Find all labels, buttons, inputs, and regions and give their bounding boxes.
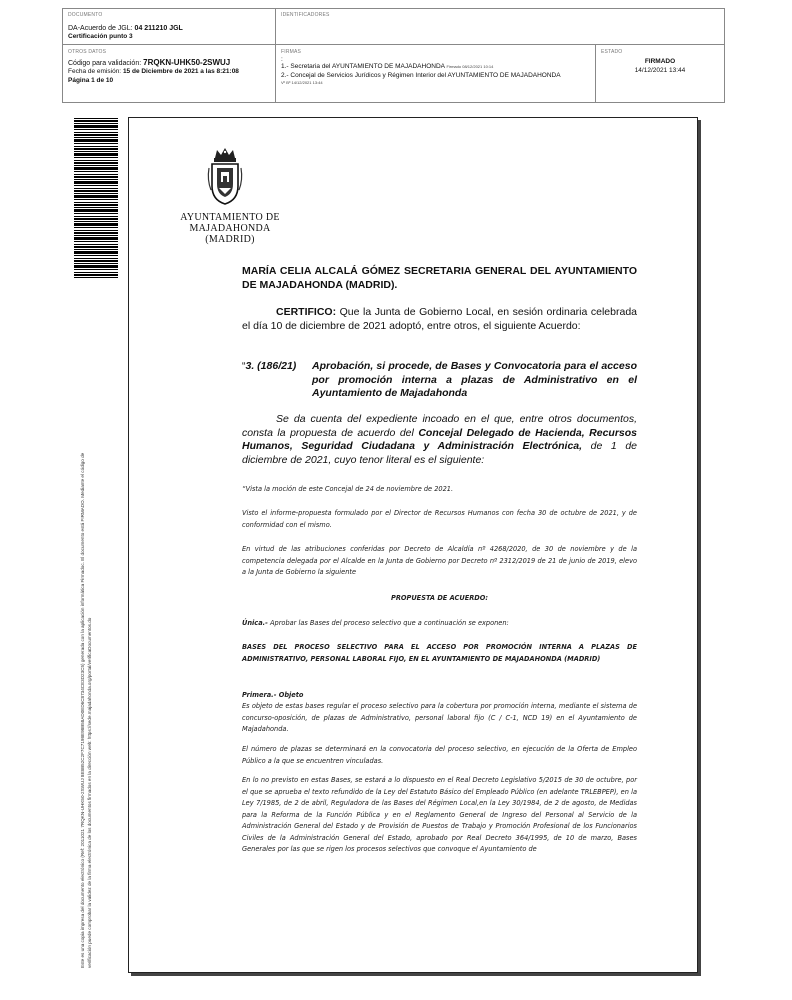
letterhead-line-3: (MADRID) [205,234,255,245]
p-numero: El número de plazas se determinará en la convocatoria del proceso selectivo, en ejecución de la Oferta de Empleo Público a la que se encuentren vinculadas. [242,745,637,765]
identificadores-cell [276,9,724,45]
primera-title: Primera.- Objeto [242,691,304,699]
unica-text: Aprobar las Bases del proceso selectivo que a continuación se exponen: [267,619,509,627]
signature-1-text: 1.- Secretaria del AYUNTAMIENTO DE MAJADAHONDA [281,63,445,70]
issue-date-prefix: Fecha de emisión: [68,68,122,75]
identificadores-label: IDENTIFICADORES [281,12,330,18]
signature-1-date: Firmado 08/12/2021 10:14 [446,64,494,69]
estado-label: ESTADO [601,49,623,55]
validation-code-prefix: Código para validación: [68,60,142,67]
documento-line1 [68,24,270,33]
side-verification-text-2: verificación puede comprobar la validez de la firma electrónica de los documentos firmados en la dirección web: https://sede.majadahonda.org/portal/verificaDocumentos.do [87,617,92,968]
documento-cell [63,9,276,45]
p-unica [242,618,637,630]
p-vista: “Vista la moción de este Concejal de 24 de noviembre de 2021. [242,485,454,493]
p-virtud: En virtud de las atribuciones conferidas por Decreto de Alcaldía nº 4268/2020, de 30 de noviembre y de la competencia delegada por el Alcalde en la Junta de Gobierno por Decreto nº 2312/2019 de 21 de junio de 2019, elevo a la Junta de Gobierno la siguiente [242,545,637,576]
documento-line2: Certificación punto 3 [68,33,133,40]
coat-of-arms-icon [205,146,245,208]
unica-label: Única.- [242,619,268,627]
issue-date-line [68,68,270,77]
ayuntamiento-letterhead [170,212,290,245]
otros-datos-cell [63,45,276,102]
certifico-label: CERTIFICO: [276,306,337,318]
certifico-text: Que la Junta de Gobierno Local, en sesión ordinaria celebrada el día 10 de diciembre de 2021 adoptó, entre otros, el siguiente Acuerdo: [242,306,637,332]
p-visto: Visto el informe-propuesta formulado por el Director de Recursos Humanos con fecha 30 de octubre de 2021, y de conformidad con el mismo. [242,509,637,529]
firmas-colon: : [281,56,283,63]
validation-code-line [68,58,270,68]
signature-2-text: 2.- Concejal de Servicios Jurídicos y Régimen Interior del AYUNTAMIENTO DE MAJADAHONDA [281,71,561,79]
secretary-heading: MARÍA CELIA ALCALÁ GÓMEZ SECRETARIA GENERAL DEL AYUNTAMIENTO DE MAJADAHONDA (MADRID). [242,265,637,291]
agenda-item [242,360,637,399]
document-header [62,8,725,103]
documento-code: 04 211210 JGL [134,25,183,32]
agenda-item-quote: “ [242,360,246,372]
cuenta-paragraph [242,413,637,467]
cuenta-text-2: de 1 de diciembre de 2021, cuyo tenor literal es el siguiente: [242,440,637,466]
signature-2-date: Vº Bº 14/12/2021 13:44 [281,80,323,85]
agenda-item-number: 3. (186/21) [245,360,297,372]
estado-date: 14/12/2021 13:44 [634,66,686,74]
letterhead-line-2: MAJADAHONDA [189,223,271,234]
documento-prefix: DA-Acuerdo de JGL: [68,25,133,32]
cuenta-text-1: Se da cuenta del expediente incoado en el que, entre otros documentos, consta la propuesta de acuerdo del [242,413,637,439]
letterhead-line-1: AYUNTAMIENTO DE [180,212,280,223]
estado-value: FIRMADO [644,58,676,65]
estado-cell [596,45,724,102]
p-previsto: En lo no previsto en estas Bases, se estará a lo dispuesto en el Real Decreto Legislativo 5/2015 de 30 de octubre, por el que se aprueba el texto refundido de la Ley del Estatuto Básico del Empleado Público (en adelante TRLEBPEP), en la Ley 7/1985, de 2 de abril, Reguladora de las Bases del Régimen Local,en la Ley 30/1984, de 2 de agosto, de Medidas para la Reforma de la Función Pública y en el Reglamento General de Ingreso del Personal al Servicio de la Administración General del Estado y de Provisión de Puestos de Trabajo y Promoción Profesional de los Funcionarios Civiles de la Administración General del Estado, aprobado por Real Decreto 364/1995, de 10 de marzo, Bases Generales por las que se rigen los procesos selectivos que convoque el Ayuntamiento de [242,776,637,853]
cuenta-concejal: Concejal Delegado de Hacienda, Recursos Humanos, Seguridad Ciudadana y Administración Electrónica, [242,426,638,452]
certifico-paragraph [242,306,637,333]
barcode [74,118,118,278]
agenda-item-title: Aprobación, si procede, de Bases y Convocatoria para el acceso por promoción interna a plazas de Administrativo en el Ayuntamiento de Majadahonda [312,360,637,399]
side-verification-text-1: Este es una copia impresa del documento electrónico (Ref: 2011021 7RQKN-UHK50-2SWUJ 8E8B52C2F7C7198E98B58AD0ED6C8734CE3D23C5) generada con la aplicación informática Firmadoc. El documento está FIRMADO. Mediante el código de [80,452,85,968]
page-number: Página 1 de 10 [68,76,114,84]
validation-code: 7RQKN-UHK50-2SWUJ [143,58,231,67]
propuesta-heading: PROPUESTA DE ACUERDO: [390,594,488,602]
otros-datos-label: OTROS DATOS [68,49,107,55]
firmas-cell [276,45,596,102]
signature-1 [281,63,590,72]
issue-date: 15 de Diciembre de 2021 a las 8:21:08 [122,68,239,75]
primera-text: Es objeto de estas bases regular el proceso selectivo para la cobertura por promoción interna, mediante el sistema de concurso-oposición, de plazas de Administrativo, personal laboral fijo (C / C-1, NCD 19) en el Ayuntamiento de Majadahonda. [242,702,637,733]
firmas-label: FIRMAS [281,49,302,55]
documento-label: DOCUMENTO [68,12,103,18]
bases-title: BASES DEL PROCESO SELECTIVO PARA EL ACCESO POR PROMOCIÓN INTERNA A PLAZAS DE ADMINISTRATIVO, PERSONAL LABORAL FIJO, EN EL AYUNTAMIENTO DE MAJADAHONDA (MADRID) [242,643,637,663]
